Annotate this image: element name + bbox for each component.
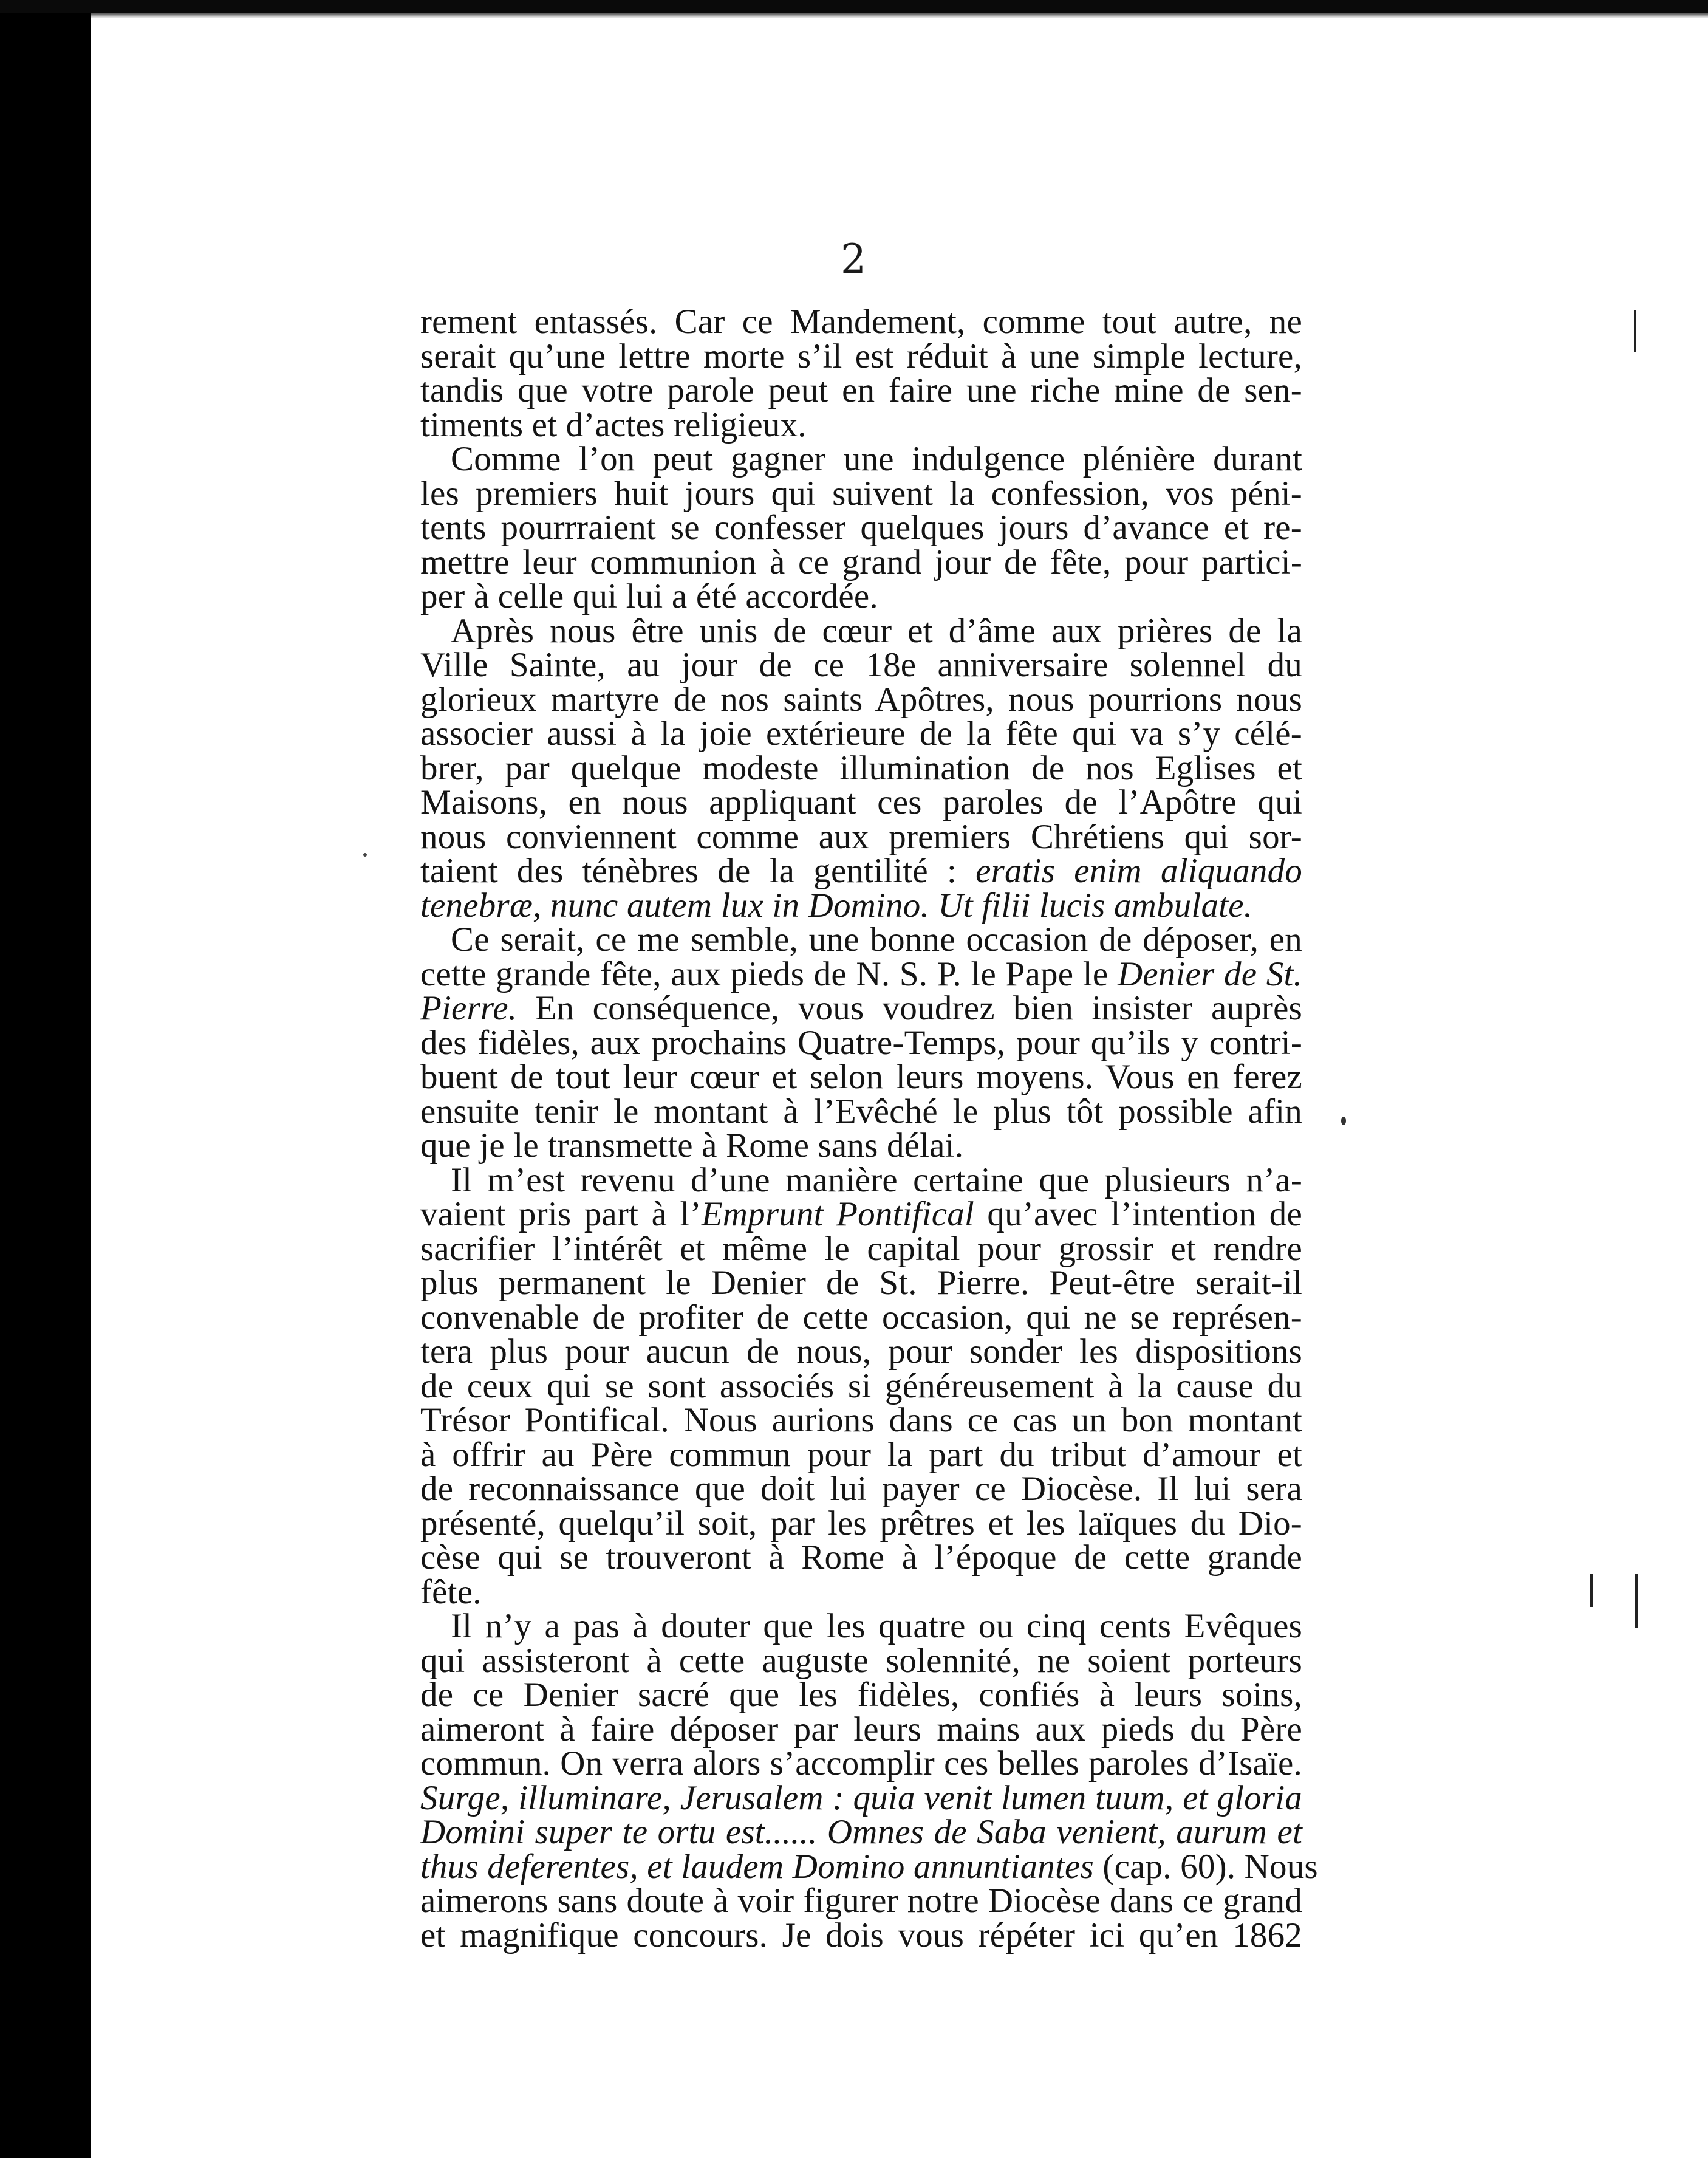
text-run: tandis que votre parole peut en faire une riche mine de sen- — [420, 371, 1302, 409]
text-run: nous conviennent comme aux premiers Chrétiens qui sor- — [420, 817, 1302, 856]
margin-mark — [1590, 1574, 1593, 1607]
body-text — [420, 303, 1318, 1954]
text-line — [420, 1229, 1302, 1268]
text-run: vaient pris part à l’ — [420, 1195, 702, 1233]
text-run: fête. — [420, 1572, 482, 1611]
italic-text: Domini super te ortu est...... Omnes de Saba venient, aurum et — [420, 1813, 1302, 1851]
margin-mark — [1634, 310, 1636, 352]
text-line — [420, 1435, 1302, 1474]
italic-text: Denier de St. — [1117, 954, 1302, 993]
ink-speck — [363, 853, 367, 857]
text-line — [420, 920, 1302, 959]
text-run: aimeront à faire déposer par leurs mains aux pieds du Père — [420, 1710, 1302, 1749]
text-line — [420, 1197, 1302, 1232]
italic-text: Surge, illuminare, Jerusalem : quia venit lumen tuum, et gloria — [420, 1778, 1302, 1817]
text-run: qu’avec l’intention de — [974, 1195, 1302, 1233]
text-line — [420, 1884, 1302, 1919]
text-line — [420, 1060, 1302, 1095]
text-run: commun. On verra alors s’accomplir ces belles paroles d’Isaïe. — [420, 1744, 1302, 1783]
text-run: tents pourrraient se confesser quelques jours d’avance et re- — [420, 509, 1302, 547]
text-line — [420, 1609, 1302, 1644]
text-run: cette grande fête, aux pieds de N. S. P. le Pape le — [420, 954, 1118, 993]
text-run: les premiers huit jours qui suivent la confession, vos péni- — [420, 474, 1302, 513]
text-run: que je le transmette à Rome sans délai. — [420, 1126, 964, 1165]
text-run: Comme l’on peut gagner une indulgence plénière durant — [451, 440, 1302, 478]
text-run: Trésor Pontifical. Nous aurions dans ce cas un bon montant — [420, 1401, 1302, 1439]
text-run: ensuite tenir le montant à l’Evêché le plus tôt possible afin — [420, 1092, 1302, 1131]
text-run: de ce Denier sacré que les fidèles, confiés à leurs soins, — [420, 1676, 1302, 1714]
text-line — [420, 1332, 1302, 1371]
italic-text: Emprunt Pontifical — [701, 1195, 974, 1233]
text-run: En conséquence, vous voudrez bien insister auprès — [517, 989, 1302, 1027]
text-line — [420, 1023, 1302, 1062]
text-line — [420, 1366, 1302, 1405]
text-run: tera plus pour aucun de nous, pour sonder les dispositions — [420, 1332, 1302, 1371]
text-run: Après nous être unis de cœur et d’âme aux prières de la — [451, 611, 1302, 650]
text-line — [420, 1538, 1302, 1577]
text-run: et magnifique concours. Je dois vous répéter ici qu’en 1862 — [420, 1916, 1302, 1954]
scan-top-border — [0, 0, 1708, 13]
text-line — [420, 714, 1302, 753]
text-line — [420, 1160, 1302, 1199]
text-line — [420, 611, 1302, 650]
text-line — [420, 474, 1302, 513]
text-line — [420, 305, 1302, 340]
text-run: taient des ténèbres de la gentilité : — [420, 852, 976, 890]
text-run: plus permanent le Denier de St. Pierre. Peut-être serait-il — [420, 1264, 1302, 1302]
text-run: glorieux martyre de nos saints Apôtres, nous pourrions nous — [420, 680, 1302, 719]
text-run: rement entassés. Car ce Mandement, comme tout autre, ne — [420, 303, 1302, 341]
text-run: présenté, quelqu’il soit, par les prêtres et les laïques du Dio- — [420, 1504, 1302, 1543]
italic-text: tenebræ, nunc autem lux in Domino. Ut filii lucis ambulate. — [420, 886, 1253, 925]
text-line — [420, 1403, 1302, 1438]
text-run: aimerons sans doute à voir figurer notre Diocèse dans ce grand — [420, 1882, 1302, 1920]
text-line — [420, 1126, 1302, 1165]
text-line — [420, 1710, 1302, 1749]
scan-left-border — [0, 0, 91, 2158]
text-line — [420, 371, 1302, 409]
text-line — [420, 442, 1302, 477]
text-line — [420, 337, 1302, 375]
text-line — [420, 989, 1302, 1027]
text-run: de reconnaissance que doit lui payer ce Diocèse. Il lui sera — [420, 1470, 1302, 1508]
page-number: 2 — [841, 236, 866, 283]
text-line — [420, 1472, 1302, 1507]
text-run: convenable de profiter de cette occasion, qui ne se représen- — [420, 1298, 1302, 1337]
text-line — [420, 1641, 1302, 1680]
text-line — [420, 1298, 1302, 1337]
italic-text: Pierre. — [420, 989, 518, 1027]
text-run: sacrifier l’intérêt et même le capital pour grossir et rendre — [420, 1229, 1302, 1268]
text-line — [420, 543, 1302, 581]
text-line — [420, 783, 1302, 821]
text-line — [420, 1572, 1302, 1611]
scan-top-shadow — [91, 13, 1708, 18]
text-line — [420, 1916, 1302, 1954]
margin-mark — [1635, 1574, 1638, 1628]
italic-text: eratis enim aliquando — [975, 852, 1303, 890]
text-line — [420, 854, 1302, 889]
text-run: Ce serait, ce me semble, une bonne occasion de déposer, en — [451, 920, 1302, 959]
text-run: qui assisteront à cette auguste solennité, ne soient porteurs — [420, 1641, 1302, 1680]
text-run: des fidèles, aux prochains Quatre-Temps, pour qu’ils y contri- — [420, 1023, 1302, 1062]
text-line — [420, 511, 1302, 546]
text-line — [420, 1778, 1302, 1817]
text-run: brer, par quelque modeste illumination de nos Eglises et — [420, 748, 1302, 787]
text-line — [420, 748, 1302, 787]
text-run: à offrir au Père commun pour la part du tribut d’amour et — [420, 1435, 1302, 1474]
text-line — [420, 648, 1302, 683]
text-run: associer aussi à la joie extérieure de la fête qui va s’y célé- — [420, 714, 1302, 753]
text-run: Maisons, en nous appliquant ces paroles de l’Apôtre qui — [420, 783, 1302, 821]
text-line — [420, 577, 1302, 615]
text-run: serait qu’une lettre morte s’il est réduit à une simple lecture, — [420, 337, 1302, 375]
text-line — [420, 954, 1302, 993]
text-run: buent de tout leur cœur et selon leurs moyens. Vous en ferez — [420, 1058, 1302, 1096]
text-line — [420, 1678, 1302, 1713]
text-run: cèse qui se trouveront à Rome à l’époque de cette grande — [420, 1538, 1302, 1577]
text-run: Il n’y a pas à douter que les quatre ou cinq cents Evêques — [451, 1607, 1302, 1645]
text-line — [420, 680, 1302, 719]
text-line — [420, 1744, 1302, 1783]
text-run: (cap. 60). Nous — [1093, 1847, 1318, 1886]
text-run: per à celle qui lui a été accordée. — [420, 577, 878, 615]
text-run: mettre leur communion à ce grand jour de fête, pour partici- — [420, 543, 1302, 581]
text-line — [420, 1815, 1302, 1850]
text-line — [420, 1847, 1318, 1886]
italic-text: thus deferentes, et laudem Domino annuntiantes — [420, 1847, 1094, 1886]
text-line — [420, 1092, 1302, 1131]
text-run: de ceux qui se sont associés si généreusement à la cause du — [420, 1366, 1302, 1405]
text-line — [420, 405, 1302, 444]
text-line — [420, 1504, 1302, 1543]
text-run: Il m’est revenu d’une manière certaine que plusieurs n’a- — [451, 1160, 1302, 1199]
text-line — [420, 817, 1302, 856]
text-line — [420, 1266, 1302, 1301]
text-run: timents et d’actes religieux. — [420, 405, 807, 444]
text-run: Ville Sainte, au jour de ce 18e anniversaire solennel du — [420, 646, 1302, 684]
text-line — [420, 886, 1302, 925]
ink-speck — [1341, 1117, 1346, 1125]
